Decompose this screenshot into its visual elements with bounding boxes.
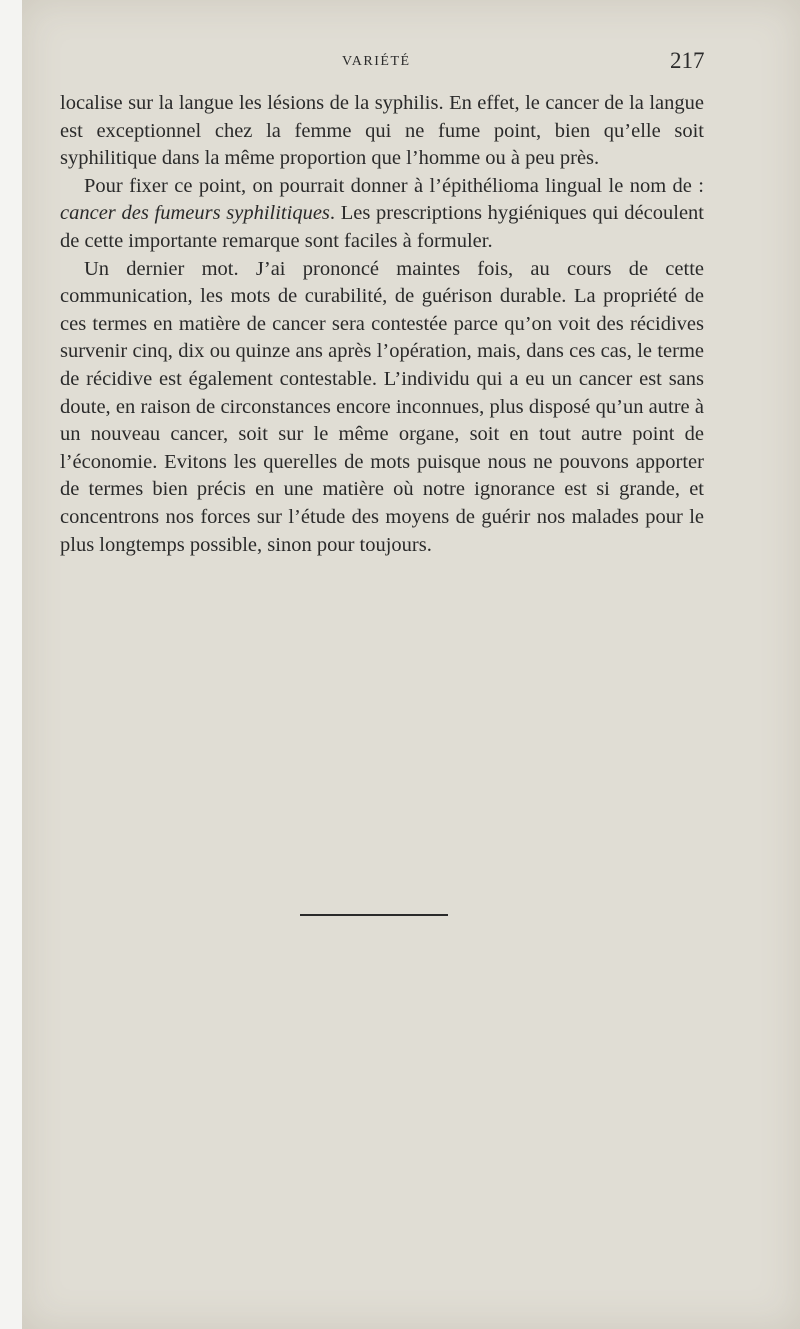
running-header: [22, 48, 800, 78]
page-number: 217: [670, 48, 705, 73]
paragraph-text: . Les prescriptions hygiéniques qui découlent de cette importante remarque sont faciles à formuler.: [60, 202, 704, 252]
end-rule: [300, 914, 448, 916]
emphasized-term: cancer des fumeurs syphilitiques: [60, 202, 330, 225]
book-page: [22, 0, 800, 1329]
body-text: [60, 90, 704, 559]
paragraph-fumeurs: [60, 173, 704, 256]
paragraph-continuation: localise sur la langue les lésions de la syphilis. En effet, le cancer de la langue est exceptionnel chez la femme qui ne fume point, bien qu’elle soit syphilitique dans la même proportion que l’homme ou à peu près.: [60, 92, 704, 170]
running-title: VARIÉTÉ: [342, 54, 411, 69]
page-margin: [0, 0, 22, 1329]
paragraph-text: Pour fixer ce point, on pourrait donner à l’épithélioma lingual le nom de :: [84, 174, 704, 197]
paragraph-dernier-mot: Un dernier mot. J’ai prononcé maintes fois, au cours de cette communication, les mots de curabilité, de guérison durable. La propriété de ces termes en matière de cancer sera contestée parce qu’on voit des récidives survenir cinq, dix ou quinze ans après l’opération, mais, dans ces cas, le terme de récidive est également contestable. L’individu qui a eu un cancer est sans doute, en raison de circonstances encore inconnues, plus disposé qu’un autre à un nouveau cancer, soit sur le même organe, soit en tout autre point de l’économie. Evitons les querelles de mots puisque nous ne pouvons apporter de termes bien précis en une matière où notre ignorance est si grande, et concentrons nos forces sur l’étude des moyens de guérir nos malades pour le plus longtemps possible, sinon pour toujours.: [60, 257, 704, 556]
